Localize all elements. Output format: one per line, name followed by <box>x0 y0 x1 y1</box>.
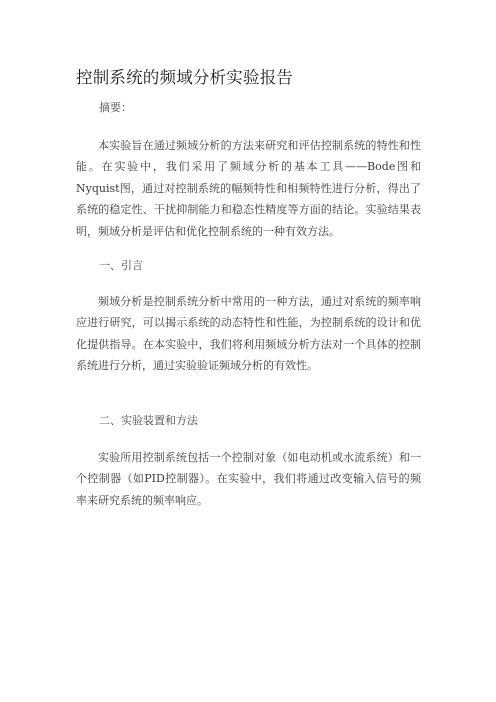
document-title: 控制系统的频域分析实验报告 <box>76 68 294 87</box>
section-paragraph-introduction: 频域分析是控制系统分析中常用的一种方法，通过对系统的频率响应进行研究，可以揭示系统的动态特性和性能，为控制系统的设计和优化提供指导。在本实验中，我们将利用频域分析方法对一个具体的控制系统进行分析，通过实验验证频域分析的有效性。 <box>76 295 421 373</box>
section-heading-introduction: 一、引言 <box>99 259 143 272</box>
abstract-paragraph: 本实验旨在通过频域分析的方法来研究和评估控制系统的特性和性能。在实验中，我们采用了频域分析的基本工具——Bode图和Nyquist图，通过对控制系统的幅频特性和相频特性进行分析，得出了系统的稳定性、干扰抑制能力和稳态性精度等方面的结论。实验结果表明，频域分析是评估和优化控制系统的一种有效方法。 <box>76 139 421 238</box>
section-heading-setup-method: 二、实验装置和方法 <box>99 414 198 427</box>
section-paragraph-setup-method: 实验所用控制系统包括一个控制对象（如电动机或水流系统）和一个控制器（如PID控制器）。在实验中，我们将通过改变输入信号的频率来研究系统的频率响应。 <box>76 451 421 507</box>
abstract-label: 摘要： <box>99 101 132 114</box>
